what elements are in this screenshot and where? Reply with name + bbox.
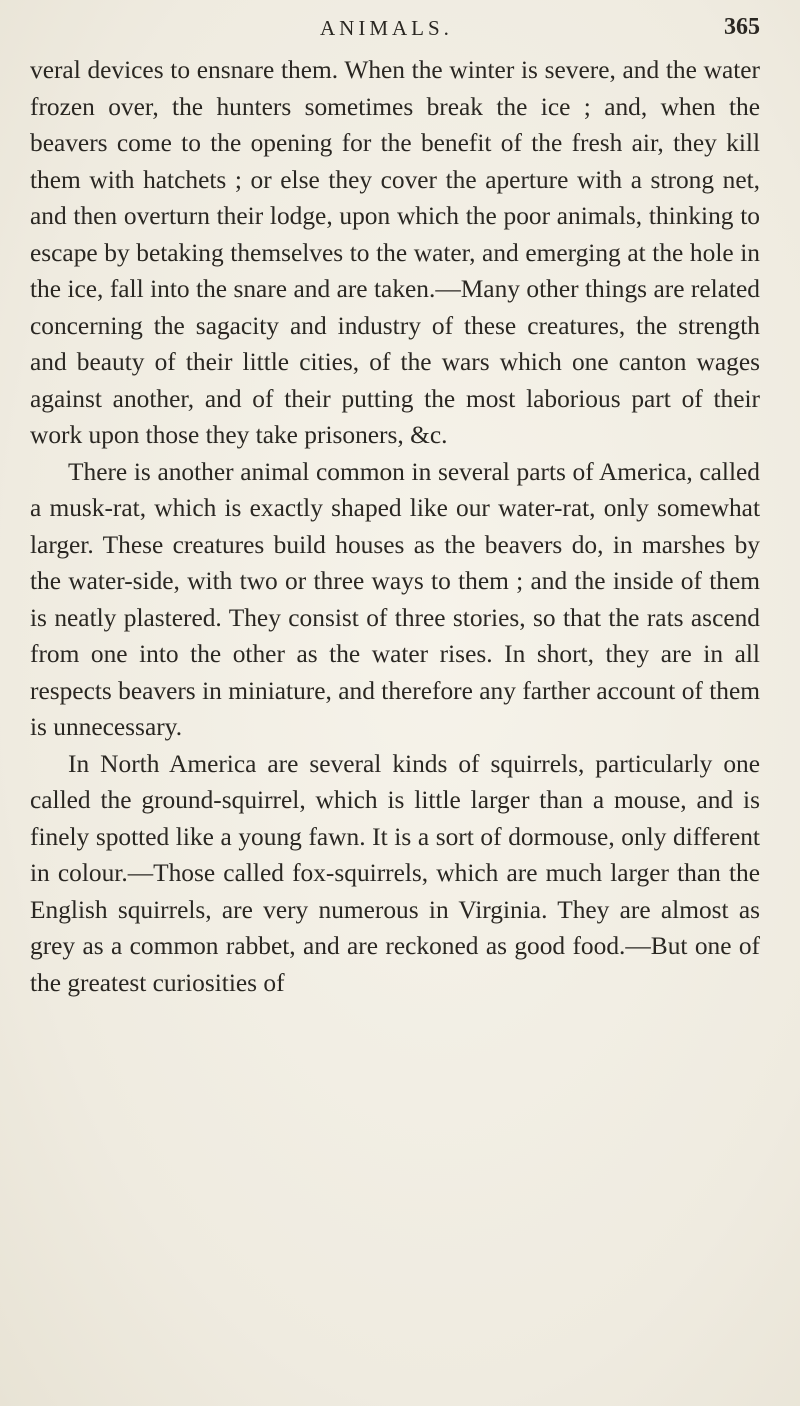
body-text (30, 52, 760, 1001)
running-title: ANIMALS. (320, 16, 453, 40)
running-head (20, 14, 760, 52)
page-number: 365 (724, 14, 760, 40)
paragraph-musk-rat: There is another animal common in several parts of America, called a musk-rat, which is exactly shaped like our water-rat, only somewhat larger. These creatures build houses as the beavers do, in marshes by the water-side, with two or three ways to them ; and the inside of them is neatly plastered. They consist of three stories, so that the rats ascend from one into the other as the water rises. In short, they are in all respects beavers in miniature, and therefore any farther account of them is unnecessary. (30, 457, 760, 741)
paragraph-beaver-hunting: veral devices to ensnare them. When the winter is severe, and the water frozen over, the hunters sometimes break the ice ; and, when the beavers come to the opening for the benefit of the fresh air, they kill them with hatchets ; or else they cover the aperture with a strong net, and then overturn their lodge, upon which the poor animals, thinking to escape by betaking themselves to the water, and emerging at the hole in the ice, fall into the snare and are taken.—Many other things are related concerning the sagacity and industry of these creatures, the strength and beauty of their little cities, of the wars which one canton wages against another, and of their putting the most laborious part of their work upon those they take prisoners, &c. (30, 56, 760, 449)
paragraph-squirrels: In North America are several kinds of squirrels, particularly one called the ground-squirrel, which is little larger than a mouse, and is finely spotted like a young fawn. It is a sort of dormouse, only different in colour.—Those called fox-squirrels, which are much larger than the English squirrels, are very numerous in Virginia. They are almost as grey as a common rabbet, and are reckoned as good food.—But one of the greatest curiosities of (30, 749, 760, 997)
